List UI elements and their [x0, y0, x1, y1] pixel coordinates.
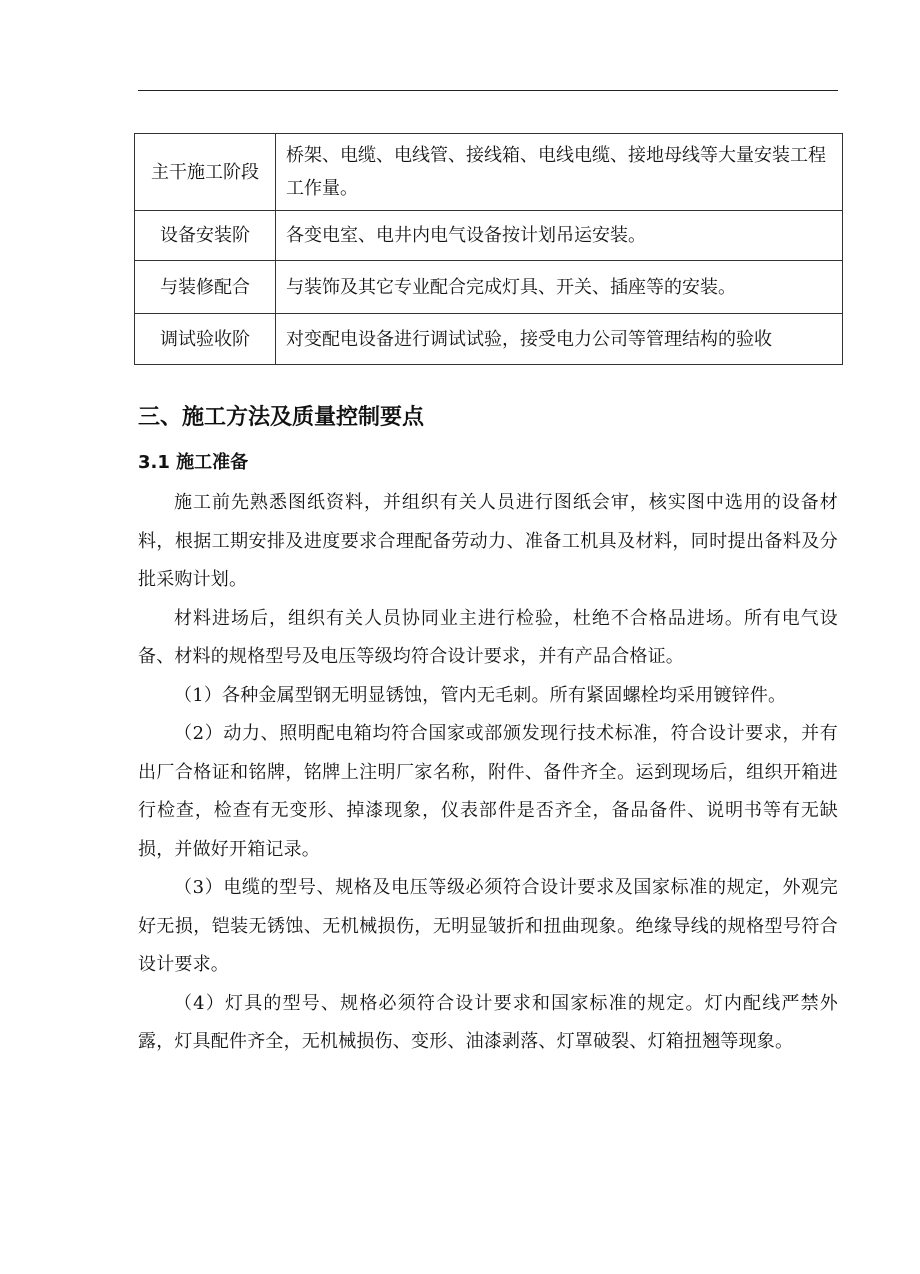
construction-phase-table — [134, 133, 843, 365]
table-row — [135, 314, 843, 365]
paragraph: （1）各种金属型钢无明显锈蚀，管内无毛刺。所有紧固螺栓均采用镀锌件。 — [174, 684, 787, 706]
paragraph: （4）灯具的型号、规格必须符合设计要求和国家标准的规定。灯内配线严禁外露，灯具配件齐全，无机械损伤、变形、油漆剥落、灯罩破裂、灯箱扭翘等现象。 — [138, 992, 838, 1052]
description-cell: 桥架、电缆、电线管、接线箱、电线电缆、接地母线等大量安装工程工作量。 — [276, 134, 843, 211]
subsection-title: 3.1 施工准备 — [138, 452, 249, 473]
stage-cell: 与装修配合 — [135, 261, 276, 314]
paragraph: （2）动力、照明配电箱均符合国家或部颁发现行技术标准，符合设计要求，并有出厂合格证和铭牌，铭牌上注明厂家名称，附件、备件齐全。运到现场后，组织开箱进行检查，检查有无变形、掉漆现象，仪表部件是否齐全，备品备件、说明书等有无缺损，并做好开箱记录。 — [138, 723, 838, 860]
paragraph: 施工前先熟悉图纸资料，并组织有关人员进行图纸会审，核实图中选用的设备材料，根据工期安排及进度要求合理配备劳动力、准备工机具及材料，同时提出备料及分批采购计划。 — [138, 492, 838, 590]
description-cell: 与装饰及其它专业配合完成灯具、开关、插座等的安装。 — [276, 261, 843, 314]
table-row — [135, 134, 843, 211]
description-cell: 各变电室、电井内电气设备按计划吊运安装。 — [276, 211, 843, 261]
stage-cell: 调试验收阶 — [135, 314, 276, 365]
table-row — [135, 211, 843, 261]
section-title: 三、施工方法及质量控制要点 — [138, 405, 425, 430]
body-text — [138, 484, 838, 1062]
header-rule — [138, 90, 838, 91]
description-cell: 对变配电设备进行调试试验，接受电力公司等管理结构的验收 — [276, 314, 843, 365]
stage-cell: 设备安装阶 — [135, 211, 276, 261]
paragraph: 材料进场后，组织有关人员协同业主进行检验，杜绝不合格品进场。所有电气设备、材料的规格型号及电压等级均符合设计要求，并有产品合格证。 — [138, 607, 838, 667]
paragraph: （3）电缆的型号、规格及电压等级必须符合设计要求及国家标准的规定，外观完好无损，铠装无锈蚀、无机械损伤，无明显皱折和扭曲现象。绝缘导线的规格型号符合设计要求。 — [138, 877, 838, 975]
stage-cell: 主干施工阶段 — [135, 134, 276, 211]
table-row — [135, 261, 843, 314]
